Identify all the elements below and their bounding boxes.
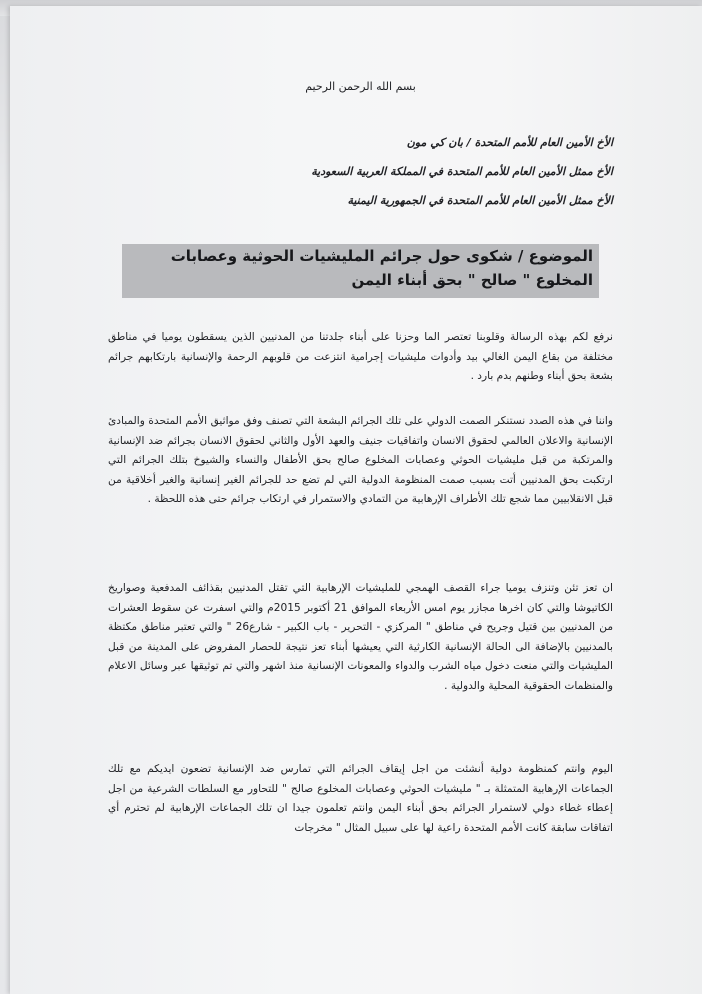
letter-page — [10, 6, 702, 994]
recipient-line: الأخ ممثل الأمين العام للأمم المتحدة في الجمهورية اليمنية — [347, 194, 613, 207]
basmala-heading: بسم الله الرحمن الرحيم — [305, 80, 416, 93]
letter-content — [108, 6, 613, 994]
paragraph: واننا في هذه الصدد نستنكر الصمت الدولي على تلك الجرائم البشعة التي تصنف وفق مواثيق الأمم المتحدة والمبادئ الإنسانية والاعلان العالمي لحقوق الانسان واتفاقيات جنيف والعهد الأول والثاني لحقوق الانسان بجرائم ضد الإنسانية والمرتكبة من قبل مليشيات الحوثي وعصابات المخلوع صالح بحق الأطفال والنساء والشيوخ بتلك الجرائم التي ارتكبت بحق المدنيين أتت بسبب صمت المنظومة الدولية التي لم تضع حد للجرائم الغير إنسانية والغير أخلاقية من قبل الانقلابيين مما شجع تلك الأطراف الإرهابية من التمادي والاستمرار في ارتكاب جرائم حتى هذه اللحظة . — [108, 415, 613, 505]
recipients-block — [108, 134, 613, 221]
recipient-line: الأخ ممثل الأمين العام للأمم المتحدة في المملكة العربية السعودية — [311, 165, 613, 178]
paragraph: نرفع لكم بهذه الرسالة وقلوبنا تعتصر الما وحزنا على أبناء جلدتنا من المدنيين الذين يسقطون يوميا في مناطق مختلفة من بقاع اليمن الغالي بيد وأدوات مليشيات إجرامية انتزعت من قلوبهم الرحمة والإنسانية بارتكابهم جرائم بشعة بحق أبناء وطنهم بدم بارد . — [108, 331, 613, 382]
recipient-line: الأخ الأمين العام للأمم المتحدة / بان كي مون — [406, 136, 613, 149]
subject-box: الموضوع / شكوى حول جرائم المليشيات الحوثية وعصابات المخلوع " صالح " بحق أبناء اليمن — [122, 244, 599, 298]
paragraph: ان تعز تئن وتنزف يوميا جراء القصف الهمجي للمليشيات الإرهابية التي تقتل المدنيين بقذائف المدفعية وصواريخ الكاتيوشا والتي كان اخرها مجازر يوم امس الأربعاء الموافق 21 أكتوبر 2015م والتي اسفرت عن سقوط العشرات من المدنيين بين قتيل وجريح في مناطق " المركزي - التحرير - باب الكبير - شارع26 " والتي تعتبر مناطق مكتظة بالمدنيين بالإضافة الى الحالة الإنسانية الكارثية التي يعيشها أبناء تعز نتيجة للحصار المفروض على المدينة من قبل المليشيات والتي منعت دخول مياه الشرب والدواء والمعونات الإنسانية منذ اشهر والتي تم توثيقها عبر وسائل الاعلام والمنظمات الحقوقية المحلية والدولية . — [108, 582, 614, 692]
paragraph: اليوم وانتم كمنظومة دولية أنشئت من اجل إيقاف الجرائم التي تمارس ضد الإنسانية تضعون ايديكم مع تلك الجماعات الإرهابية المتمثلة بـ " مليشيات الحوثي وعصابات المخلوع صالح " للتحاور مع السلطات الشرعية من اجل إعطاء غطاء دولي لاستمرار الجرائم بحق أبناء اليمن وانتم تعلمون جيدا ان تلك الجماعات الإرهابية لم تحترم أي اتفاقات سابقة كانت الأمم المتحدة راعية لها على سبيل المثال " مخرجات — [108, 763, 613, 834]
